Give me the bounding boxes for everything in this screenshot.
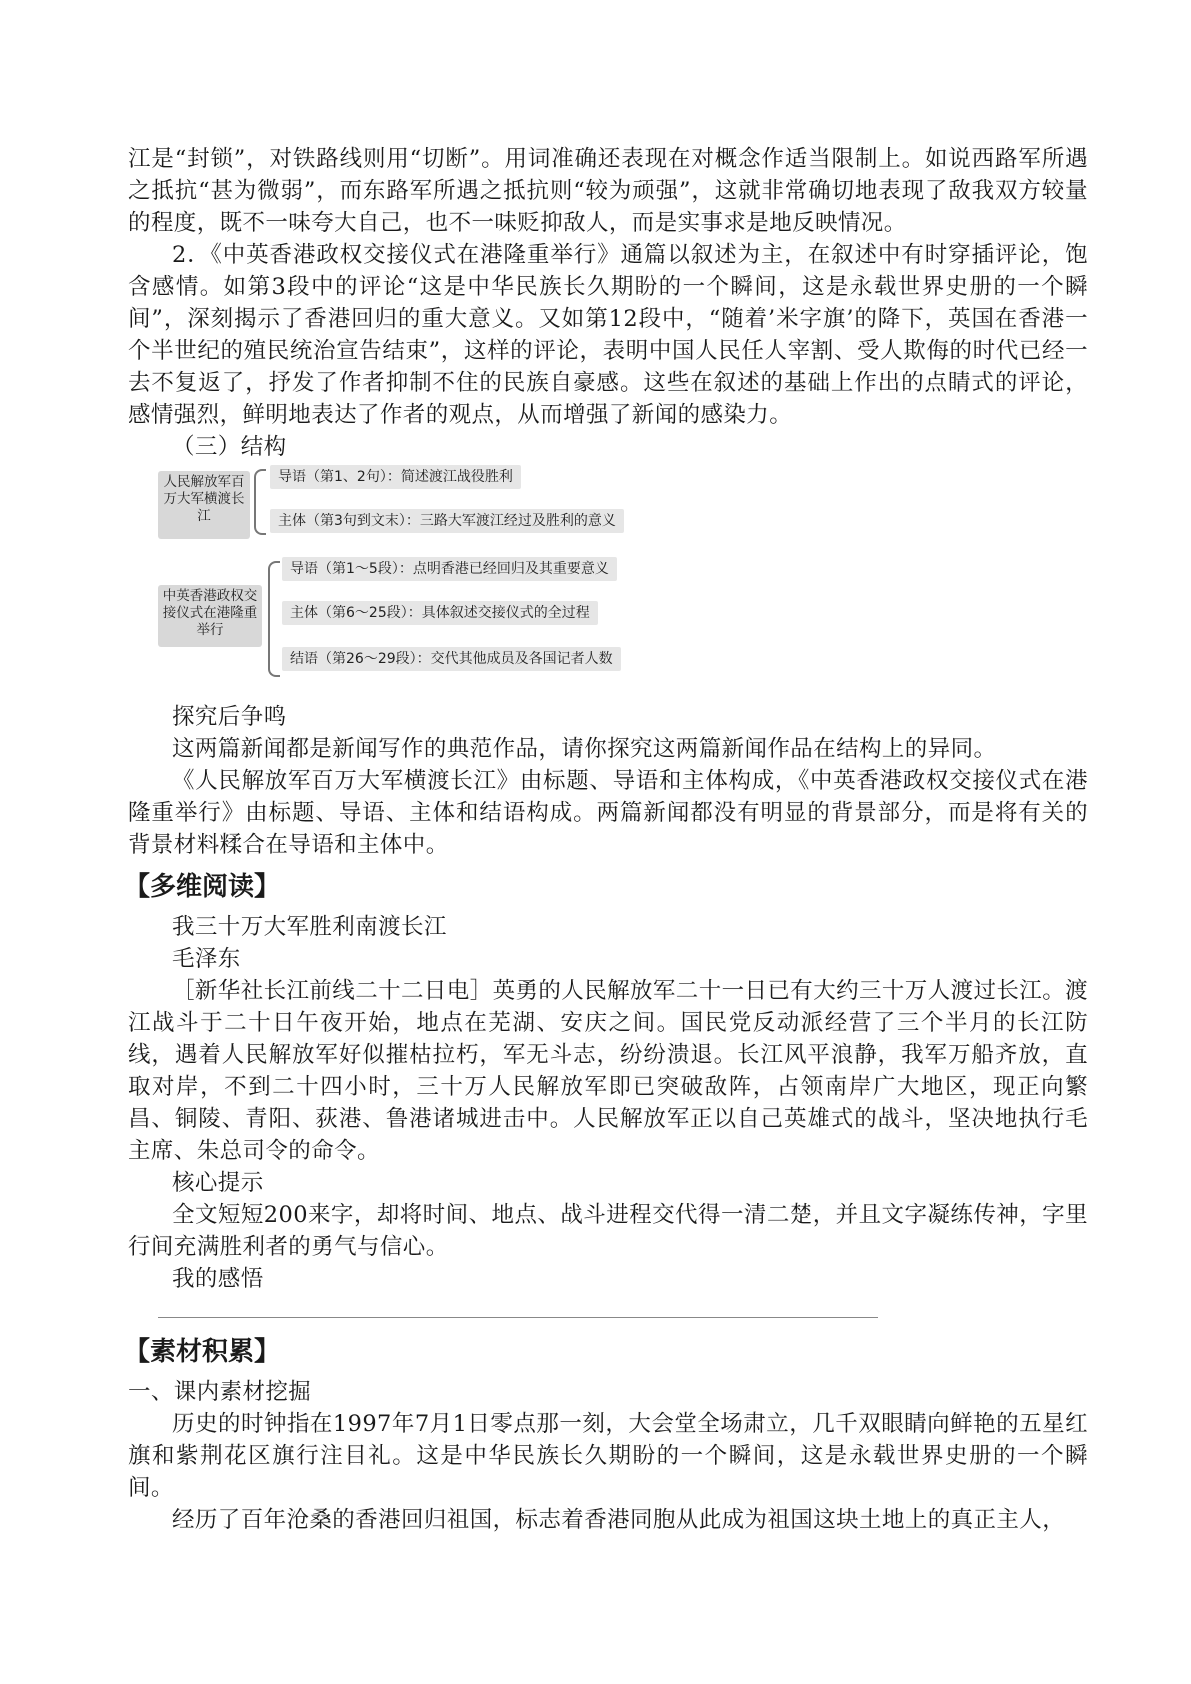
paragraph-word-precision: 江是“封锁”，对铁路线则用“切断”。用词准确还表现在对概念作适当限制上。如说西路军所遇之抵抗“甚为微弱”，而东路军所遇之抵抗则“较为顽强”，这就非常确切地表现了敌我双方较量的程度，既不一味夸大自己，也不一味贬抑敌人，而是实事求是地反映情况。 xyxy=(128,146,1088,236)
explore-question: 这两篇新闻都是新闻写作的典范作品，请你探究这两篇新闻作品在结构上的异同。 xyxy=(172,736,997,762)
diagram-group2-item-lead: 导语（第1～5段）：点明香港已经回归及其重要意义 xyxy=(282,557,617,581)
explore-title: 探究后争鸣 xyxy=(172,704,287,730)
my-insight-label: 我的感悟 xyxy=(172,1266,264,1292)
diagram-group1-title: 人民解放军百万大军横渡长江 xyxy=(158,471,250,539)
diagram-group1-item-lead: 导语（第1、2句）：简述渡江战役胜利 xyxy=(270,465,521,489)
material-paragraph-2: 经历了百年沧桑的香港回归祖国，标志着香港同胞从此成为祖国这块土地上的真正主人， xyxy=(172,1507,1066,1533)
diagram-group2-item-ending: 结语（第26～29段）：交代其他成员及各国记者人数 xyxy=(282,647,621,671)
diagram-group2-title: 中英香港政权交接仪式在港隆重举行 xyxy=(158,585,262,647)
diagram-group2-item-body: 主体（第6～25段）：具体叙述交接仪式的全过程 xyxy=(282,601,598,625)
section-structure-title: （三）结构 xyxy=(172,434,287,460)
diagram-group1-item-body: 主体（第3句到文末）：三路大军渡江经过及胜利的意义 xyxy=(270,509,624,533)
structure-diagram xyxy=(158,465,718,693)
paragraph-hk-analysis: 2．《中英香港政权交接仪式在港隆重举行》通篇以叙述为主，在叙述中有时穿插评论，饱含感情。如第3段中的评论“这是中华民族长久期盼的一个瞬间，这是永载世界史册的一个瞬间”，深刻揭示了香港回归的重大意义。又如第12段中，“随着’米字旗’的降下，英国在香港一个半世纪的殖民统治宣告结束”，这样的评论，表明中国人民任人宰割、受人欺侮的时代已经一去不复返了，抒发了作者抑制不住的民族自豪感。这些在叙述的基础上作出的点睛式的评论，感情强烈，鲜明地表达了作者的观点，从而增强了新闻的感染力。 xyxy=(128,242,1088,428)
core-tip-label: 核心提示 xyxy=(172,1170,264,1196)
explore-answer: 《人民解放军百万大军横渡长江》由标题、导语和主体构成，《中英香港政权交接仪式在港隆重举行》由标题、导语、主体和结语构成。两篇新闻都没有明显的背景部分，而是将有关的背景材料糅合在导语和主体中。 xyxy=(128,768,1088,858)
material-paragraph-1: 历史的时钟指在1997年7月1日零点那一刻，大会堂全场肃立，几千双眼睛向鲜艳的五星红旗和紫荆花区旗行注目礼。这是中华民族长久期盼的一个瞬间，这是永载世界史册的一个瞬间。 xyxy=(128,1411,1088,1501)
diagram-group1-brace xyxy=(254,469,266,535)
reading-article-body: ［新华社长江前线二十二日电］英勇的人民解放军二十一日已有大约三十万人渡过长江。渡江战斗于二十日午夜开始，地点在芜湖、安庆之间。国民党反动派经营了三个半月的长江防线，遇着人民解放军好似摧枯拉朽，军无斗志，纷纷溃退。长江风平浪静，我军万船齐放，直取对岸，不到二十四小时，三十万人民解放军即已突破敌阵，占领南岸广大地区，现正向繁昌、铜陵、青阳、荻港、鲁港诸城进击中。人民解放军正以自己英雄式的战斗，坚决地执行毛主席、朱总司令的命令。 xyxy=(128,978,1089,1164)
reading-article-author: 毛泽东 xyxy=(172,946,241,972)
answer-line xyxy=(158,1317,878,1318)
document-page xyxy=(124,143,1089,1536)
core-tip-text: 全文短短200来字，却将时间、地点、战斗进程交代得一清二楚，并且文字凝练传神，字里行间充满胜利者的勇气与信心。 xyxy=(128,1202,1088,1260)
heading-multi-reading: 【多维阅读】 xyxy=(124,872,281,902)
reading-article-title: 我三十万大军胜利南渡长江 xyxy=(172,914,447,940)
material-subtitle: 一、课内素材挖掘 xyxy=(128,1379,312,1405)
heading-material: 【素材积累】 xyxy=(124,1337,281,1367)
diagram-group2-brace xyxy=(268,561,280,677)
